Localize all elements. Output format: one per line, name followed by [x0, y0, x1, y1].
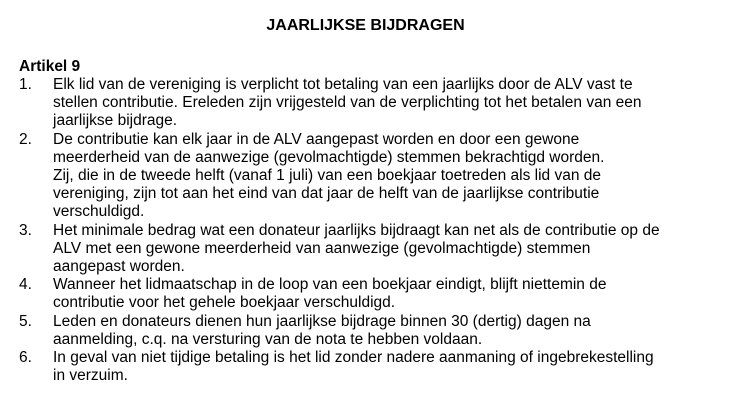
clause-line: Het minimale bedrag wat een donateur jaarlijks bijdraagt kan net als de contributie op de [53, 221, 660, 239]
clause-line: meerderheid van de aanwezige (gevolmachtigde) stemmen bekrachtigd worden. [53, 148, 605, 166]
clause-item-4 [19, 276, 724, 312]
clause-number: 6. [19, 349, 32, 367]
clause-line: De contributie kan elk jaar in de ALV aangepast worden en door een gewone [53, 130, 580, 148]
clause-line: Wanneer het lidmaatschap in de loop van een boekjaar eindigt, blijft niettemin de [53, 276, 607, 294]
clause-item-1 [19, 76, 724, 131]
document-title: JAARLIJKSE BIJDRAGEN [266, 17, 465, 34]
clause-line: Elk lid van de vereniging is verplicht tot betaling van een jaarlijks door de ALV vast te [53, 76, 633, 93]
clause-line: in verzuim. [53, 367, 128, 385]
clause-line: Leden en donateurs dienen hun jaarlijkse bijdrage binnen 30 (dertig) dagen na [53, 312, 591, 330]
clause-number: 4. [19, 276, 32, 294]
clause-item-5 [19, 313, 724, 349]
clause-line: ALV met een gewone meerderheid van aanwezige (gevolmachtigde) stemmen [53, 239, 591, 257]
clause-number: 1. [19, 76, 32, 93]
clause-line: Zij, die in de tweede helft (vanaf 1 juli) van een boekjaar toetreden als lid van de [53, 167, 602, 185]
clause-text [53, 349, 724, 385]
clause-number: 5. [19, 312, 32, 330]
clause-text [53, 276, 724, 312]
clause-line: verschuldigd. [53, 203, 145, 221]
clause-text [53, 131, 724, 222]
article-heading: Artikel 9 [19, 58, 81, 75]
clause-text [53, 313, 724, 349]
clause-item-2 [19, 131, 724, 222]
clause-number: 3. [19, 221, 32, 239]
clause-text [53, 222, 724, 277]
clause-line: jaarlijkse bijdrage. [53, 112, 178, 130]
clause-number: 2. [19, 130, 32, 148]
clause-text [53, 76, 724, 131]
clause-line: In geval van niet tijdige betaling is het lid zonder nadere aanmaning of ingebrekestelling [53, 349, 654, 367]
clause-line: vereniging, zijn tot aan het eind van dat jaar de helft van de jaarlijkse contributie [53, 185, 600, 203]
clause-item-6 [19, 349, 724, 385]
clause-item-3 [19, 222, 724, 277]
clause-line: contributie voor het gehele boekjaar verschuldigd. [53, 294, 396, 312]
clause-line: stellen contributie. Ereleden zijn vrijgesteld van de verplichting tot het betalen van een [53, 94, 642, 112]
article-clause-list [19, 76, 724, 385]
clause-line: aangepast worden. [53, 258, 185, 276]
clause-line: aanmelding, c.q. na versturing van de nota te hebben voldaan. [53, 330, 483, 348]
